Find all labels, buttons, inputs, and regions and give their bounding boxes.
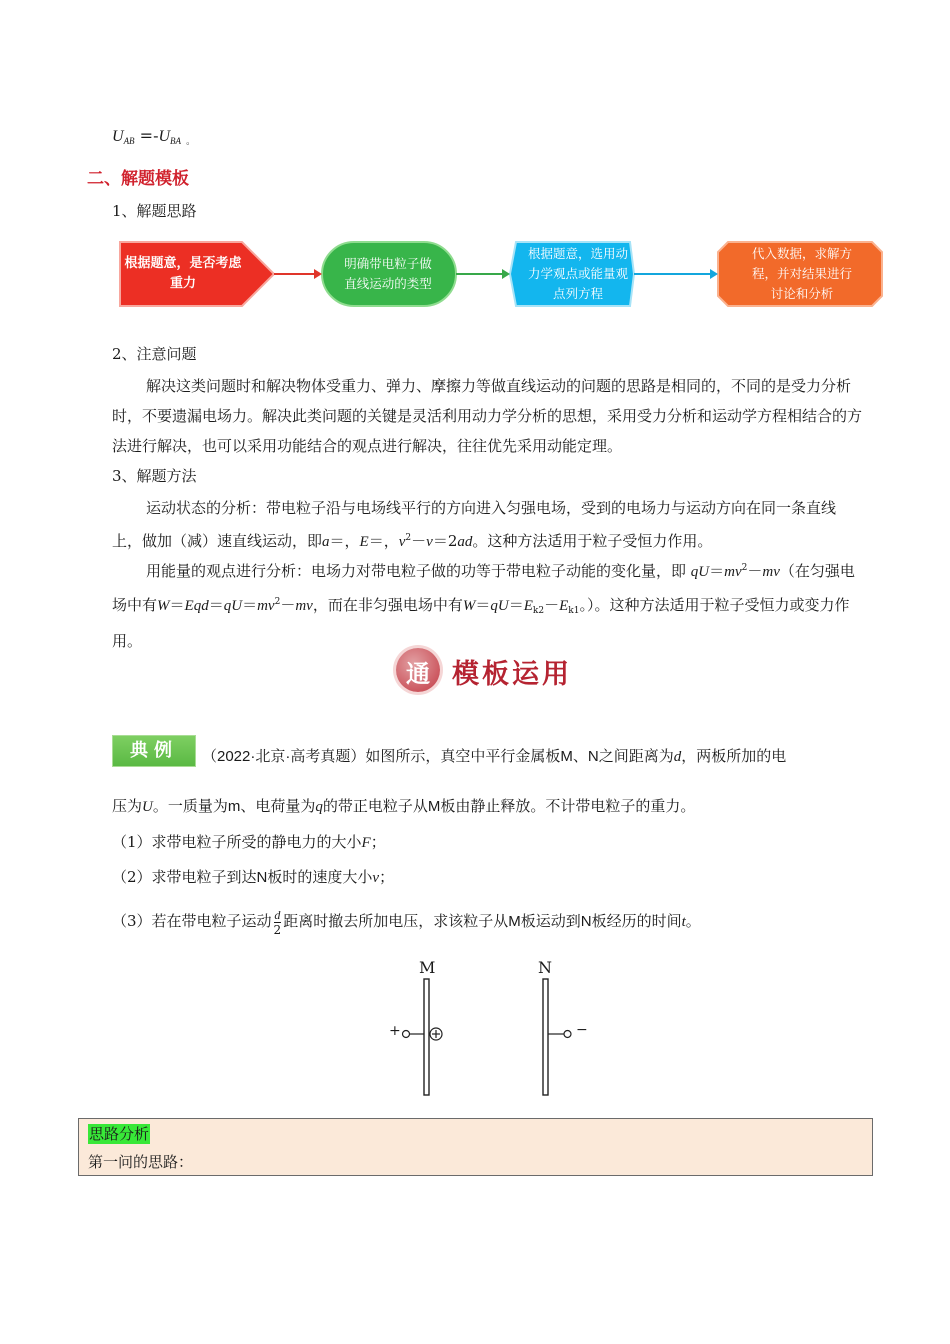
example-line-1: （2022·北京·高考真题）如图所示，真空中平行金属板M、N之间距离为d，两板所加的电: [202, 747, 787, 765]
label-n: N: [538, 958, 552, 977]
terminal-right: [564, 1031, 571, 1038]
label-m: M: [419, 958, 436, 977]
seal-char: 通: [406, 660, 430, 688]
example-tag: 典例: [112, 735, 196, 767]
sub-heading-2: 2、注意问题: [112, 345, 197, 363]
minus-sign: −: [576, 1022, 588, 1038]
note-paragraph: 解决这类问题时和解决物体受重力、弹力、摩擦力等做直线运动的问题的思路是相同的，不同的是受力分析时，不要遗漏电场力。解决此类问题的关键是灵活利用动力学分析的思想，采用受力分析和运动学方程相结合的方法进行解决，也可以采用功能结合的观点进行解决，往往优先采用动能定理。: [112, 377, 863, 455]
flow-arrow-1-head: [314, 269, 322, 279]
banner-title: 模板运用: [452, 659, 572, 690]
method-paragraph-2: 用能量的观点进行分析：电场力对带电粒子做的功等于带电粒子动能的变化量，即 $qU=mv^2-mv$（在匀强电场中有$W=Eqd=qU=mv^2-mv$，而在非匀强电场中有$W=qU=E_{k2}-E_{k1}$。）。这种方法适用于粒子受恒力或变力作用。: [112, 562, 855, 650]
sub-heading-3: 3、解题方法: [112, 467, 197, 485]
formula-uab: $U_{AB} =-U_{BA}$ $_。$: [112, 126, 196, 147]
question-2: （2）求带电粒子到达N板时的速度大小v；: [112, 868, 395, 886]
template-banner: [396, 646, 596, 694]
plate-m: [424, 979, 429, 1095]
flow-box-1: 根据题意，是否考虑重力: [124, 256, 242, 291]
flow-box-3: 根据题意，选用动力学观点或能量观点列方程: [527, 246, 628, 301]
flow-arrow-2-head: [502, 269, 510, 279]
capacitor-plates: [380, 952, 600, 1097]
question-1: （1）求带电粒子所受的静电力的大小F；: [112, 833, 386, 851]
flow-arrow-3-head: [710, 269, 718, 279]
example-line-2: 压为U。一质量为m、电荷量为q的带正电粒子从M板由静止释放。不计带电粒子的重力。: [112, 797, 696, 815]
plate-n: [543, 979, 548, 1095]
sub-heading-1: 1、解题思路: [112, 202, 197, 220]
flow-box-2: 明确带电粒子做直线运动的类型: [344, 256, 432, 291]
fraction-d-over-2: $\frac{d}{2}$: [273, 907, 282, 937]
terminal-left: [403, 1031, 410, 1038]
plus-sign: +: [389, 1023, 401, 1039]
capacitor-diagram: [380, 952, 600, 1097]
flow-box-4: 代入数据，求解方程，并对结果进行讨论和分析: [751, 246, 852, 301]
analysis-box: [78, 1118, 873, 1176]
analysis-tag: 思路分析: [89, 1125, 150, 1143]
analysis-first: 第一问的思路：: [88, 1153, 194, 1171]
section-heading: 二、解题模板: [87, 169, 189, 189]
question-3: （3）若在带电粒子运动 $\frac{d}{2}$ 距离时撤去所加电压，求该粒子从M板运动到N板经历的时间t。: [112, 907, 701, 937]
method-paragraph-1: 运动状态的分析：带电粒子沿与电场线平行的方向进入匀强电场，受到的电场力与运动方向在同一条直线上，做加（减）速直线运动，即a＝，E＝，$v^2-v=2ad$。这种方法适用于粒子受恒力作用。: [112, 499, 837, 550]
